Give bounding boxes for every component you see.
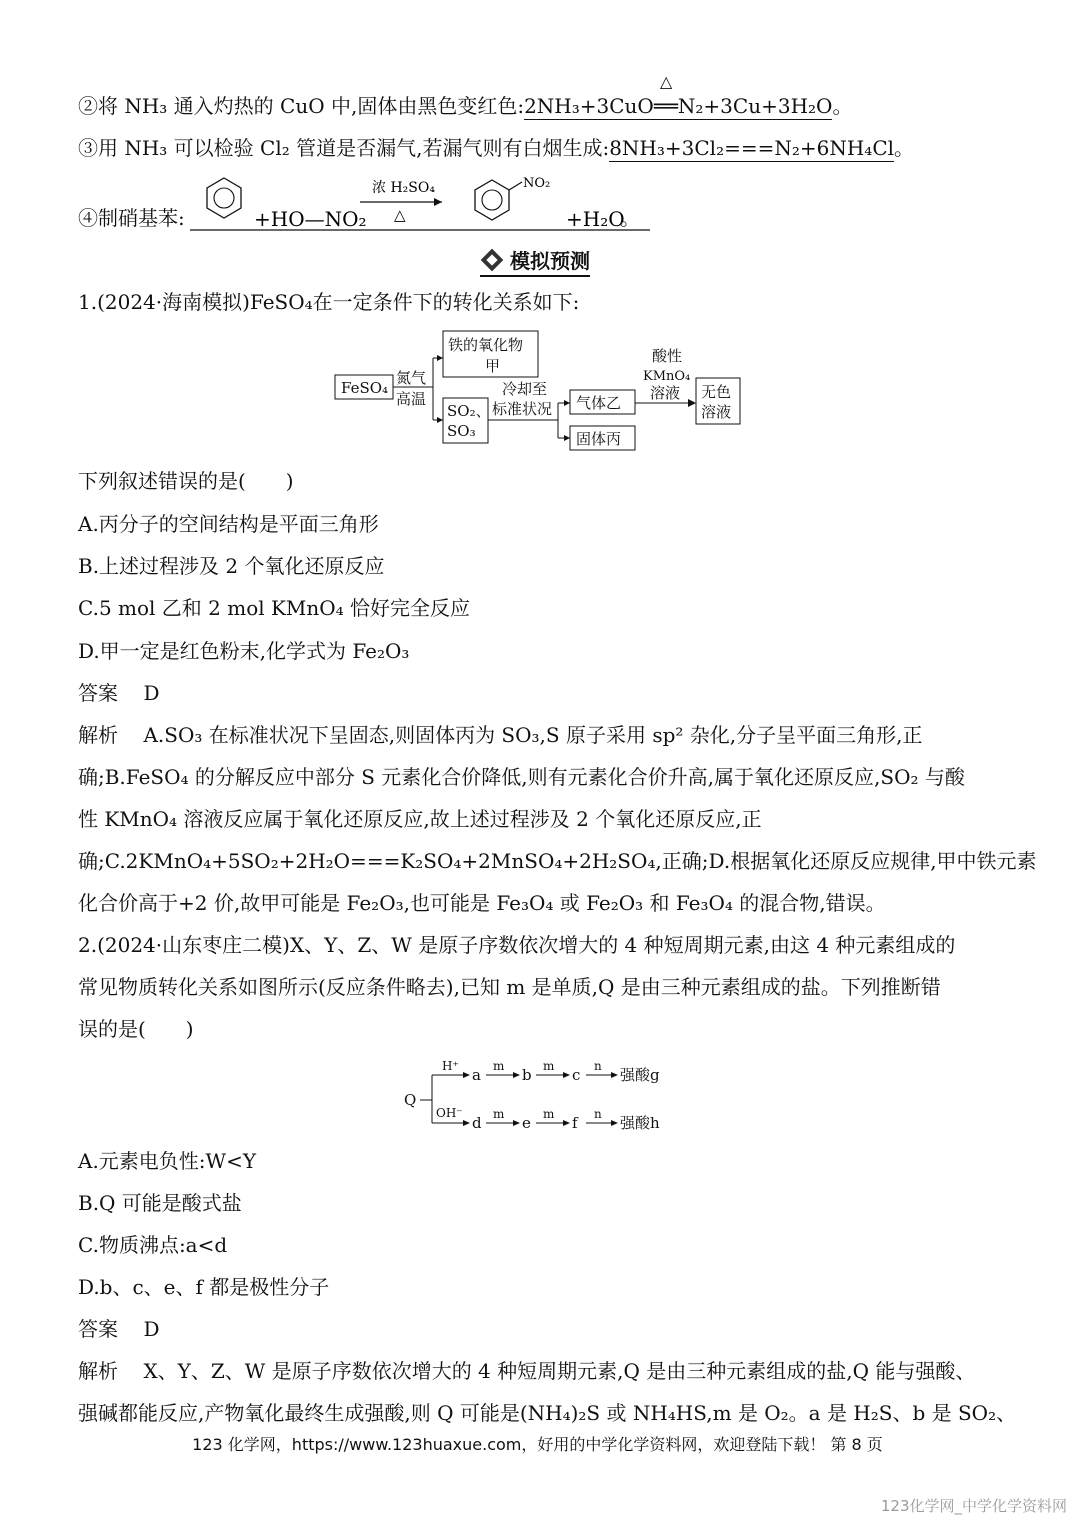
q1-analysis-line-2: 确;B.FeSO₄ 的分解反应中部分 S 元素化合价降低,则有元素化合价升高,属于氧化还原反应,SO₂ 与酸 bbox=[78, 765, 965, 789]
arrow-label-m: m bbox=[493, 1059, 505, 1073]
reaction-3-text: ③用 NH₃ 可以检验 Cl₂ 管道是否漏气,若漏气则有白烟生成: bbox=[78, 136, 610, 160]
q1-option-a: A.丙分子的空间结构是平面三角形 bbox=[78, 512, 379, 536]
heat-condition: △ bbox=[660, 72, 673, 91]
node-acid-g: 强酸g bbox=[620, 1066, 660, 1084]
q1-analysis-line-5: 化合价高于+2 价,故甲可能是 Fe₂O₃,也可能是 Fe₃O₄ 或 Fe₂O₃ 和 Fe₃O₄ 的混合物,错误。 bbox=[78, 891, 886, 915]
q1-option-c: C.5 mol 乙和 2 mol KMnO₄ 恰好完全反应 bbox=[78, 596, 471, 620]
q2-analysis-line-2: 强碱都能反应,产物氧化最终生成强酸,则 Q 可能是(NH₄)₂S 或 NH₄HS,m 是 O₂。a 是 H₂S、b 是 SO₂、 bbox=[78, 1401, 1017, 1425]
q2-option-c: C.物质沸点:a<d bbox=[78, 1233, 228, 1257]
cond-nitrogen: 氮气 bbox=[396, 369, 427, 387]
watermark: 123化学网_中学化学资料网 bbox=[880, 1497, 1067, 1515]
q2-option-b: B.Q 可能是酸式盐 bbox=[78, 1191, 242, 1215]
box-iron-oxide: 铁的氧化物 bbox=[448, 336, 524, 354]
q2-stem-line-2: 常见物质转化关系如图所示(反应条件略去),已知 m 是单质,Q 是由三种元素组成的盐。下列推断错 bbox=[78, 975, 941, 999]
nitro-group: NO₂ bbox=[523, 176, 551, 191]
box-gas-yi: 气体乙 bbox=[576, 394, 622, 412]
q1-option-b: B.上述过程涉及 2 个氧化还原反应 bbox=[78, 554, 385, 578]
reaction-2-text: ②将 NH₃ 通入灼热的 CuO 中,固体由黑色变红色: bbox=[78, 94, 525, 118]
q2-option-a: A.元素电负性:W<Y bbox=[78, 1149, 257, 1173]
cond-high-temp: 高温 bbox=[396, 390, 427, 408]
box-jia: 甲 bbox=[485, 357, 501, 375]
water-product: +H₂O bbox=[566, 207, 625, 231]
box-colorless: 无色 bbox=[701, 383, 732, 401]
reagent-text: +HO—NO₂ bbox=[254, 207, 367, 231]
page-footer: 123 化学网，https://www.123huaxue.com，好用的中学化学资料网，欢迎登陆下载！ 第 8 页 bbox=[192, 1435, 883, 1454]
q1-flow-diagram bbox=[330, 328, 750, 458]
q2-answer: 答案 D bbox=[78, 1317, 160, 1341]
nitrobenzene-ring-icon bbox=[475, 180, 522, 220]
q1-analysis-line-1: 解析 A.SO₃ 在标准状况下呈固态,则固体丙为 SO₃,S 原子采用 sp² 杂化,分子呈平面三角形,正 bbox=[78, 723, 923, 747]
reaction-3-equation: 8NH₃+3Cl₂===N₂+6NH₄Cl bbox=[609, 136, 895, 160]
box-solution: 溶液 bbox=[701, 403, 732, 421]
condition-top: 浓 H₂SO₄ bbox=[372, 180, 435, 196]
arrow-label-m: m bbox=[543, 1107, 555, 1121]
reaction-2-equation: 2NH₃+3CuO══N₂+3Cu+3H₂O bbox=[524, 94, 833, 118]
cond-solution: 溶液 bbox=[650, 384, 681, 402]
node-e: e bbox=[522, 1114, 531, 1132]
q2-stem-line-3: 误的是( ) bbox=[78, 1017, 194, 1041]
node-f: f bbox=[572, 1114, 578, 1132]
cond-acidic: 酸性 bbox=[652, 347, 683, 365]
node-acid-h: 强酸h bbox=[620, 1114, 660, 1132]
label-oh-minus: OH⁻ bbox=[436, 1106, 463, 1120]
q1-prompt: 下列叙述错误的是( ) bbox=[78, 469, 294, 493]
arrow-label-m: m bbox=[543, 1059, 555, 1073]
node-b: b bbox=[522, 1066, 532, 1084]
q1-analysis-line-3: 性 KMnO₄ 溶液反应属于氧化还原反应,故上述过程涉及 2 个氧化还原反应,正 bbox=[78, 807, 762, 831]
node-c: c bbox=[572, 1066, 581, 1084]
section-title: 模拟预测 bbox=[480, 245, 590, 277]
cond-standard: 标准状况 bbox=[492, 400, 553, 418]
q1-stem: 1.(2024·海南模拟)FeSO₄在一定条件下的转化关系如下: bbox=[78, 290, 580, 314]
node-a: a bbox=[472, 1066, 481, 1084]
q1-analysis-line-4: 确;C.2KMnO₄+5SO₂+2H₂O===K₂SO₄+2MnSO₄+2H₂SO₄,正确;D.根据氧化还原反应规律,甲中铁元素 bbox=[78, 849, 1037, 873]
label-h-plus: H⁺ bbox=[442, 1059, 459, 1073]
arrow-label-m: m bbox=[493, 1107, 505, 1121]
diamond-icon bbox=[481, 248, 504, 271]
reaction-3: ③用 NH₃ 可以检验 Cl₂ 管道是否漏气,若漏气则有白烟生成:8NH₃+3Cl₂===N₂+6NH₄Cl。 bbox=[78, 136, 915, 160]
cond-kmno4: KMnO₄ bbox=[643, 369, 691, 384]
condition-bottom: △ bbox=[394, 206, 406, 224]
benzene-ring-icon bbox=[207, 178, 241, 218]
reaction-4-label: ④制硝基苯: bbox=[78, 206, 185, 230]
reaction-2: ②将 NH₃ 通入灼热的 CuO 中,固体由黑色变红色:2NH₃+3CuO══N₂+3Cu+3H₂O。 bbox=[78, 94, 853, 118]
feso4-box: FeSO₄ bbox=[341, 379, 389, 397]
arrow-label-n: n bbox=[594, 1059, 602, 1073]
q1-option-d: D.甲一定是红色粉末,化学式为 Fe₂O₃ bbox=[78, 639, 410, 663]
q1-answer: 答案 D bbox=[78, 681, 160, 705]
box-so3: SO₃ bbox=[447, 422, 476, 440]
q2-analysis-line-1: 解析 X、Y、Z、W 是原子序数依次增大的 4 种短周期元素,Q 是由三种元素组成的盐,Q 能与强酸、 bbox=[78, 1359, 976, 1383]
q2-stem-line-1: 2.(2024·山东枣庄二模)X、Y、Z、W 是原子序数依次增大的 4 种短周期元素,由这 4 种元素组成的 bbox=[78, 933, 956, 957]
q2-option-d: D.b、c、e、f 都是极性分子 bbox=[78, 1275, 330, 1299]
box-so2: SO₂、 bbox=[447, 402, 491, 420]
box-solid-bing: 固体丙 bbox=[576, 430, 622, 448]
node-d: d bbox=[472, 1114, 482, 1132]
nitrobenzene-equation-figure bbox=[180, 172, 650, 234]
cond-cool: 冷却至 bbox=[502, 380, 548, 398]
arrow-label-n: n bbox=[594, 1107, 602, 1121]
q2-flow-diagram bbox=[400, 1055, 690, 1140]
node-q: Q bbox=[404, 1091, 417, 1109]
